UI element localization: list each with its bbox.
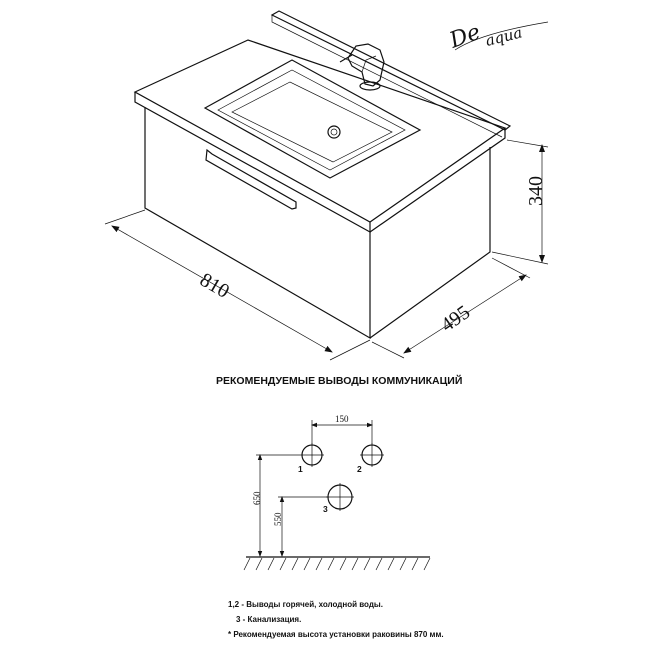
note-height: * Рекомендуемая высота установки раковины 870 мм. bbox=[228, 630, 444, 639]
dimension-height bbox=[492, 140, 548, 264]
notes bbox=[228, 600, 444, 639]
drawer-handle bbox=[206, 150, 296, 209]
dimension-width bbox=[105, 210, 370, 360]
outlet-spacing-label: 150 bbox=[335, 414, 349, 424]
drain-hole bbox=[328, 126, 340, 138]
drain-height-label: 550 bbox=[273, 512, 283, 526]
countertop-top bbox=[135, 40, 505, 222]
countertop-front-edge bbox=[135, 92, 370, 232]
floor-hatching bbox=[244, 558, 430, 570]
drawer-front bbox=[145, 107, 370, 338]
supply-height-label: 650 bbox=[252, 491, 262, 505]
vanity-cabinet bbox=[135, 11, 510, 338]
dimension-width-label: 810 bbox=[196, 268, 233, 303]
section-title: РЕКОМЕНДУЕМЫЕ ВЫВОДЫ КОММУНИКАЦИЙ bbox=[216, 375, 463, 387]
outlet-label-2: 2 bbox=[357, 464, 362, 474]
svg-text:De: De bbox=[446, 19, 484, 54]
outlets-diagram bbox=[244, 414, 430, 570]
outlet-label-3: 3 bbox=[323, 504, 328, 514]
svg-text:aqua: aqua bbox=[483, 23, 525, 50]
countertop-side-edge bbox=[370, 128, 505, 232]
outlet-label-1: 1 bbox=[298, 464, 303, 474]
brand-logo bbox=[446, 20, 548, 54]
note-drain: 3 - Канализация. bbox=[236, 615, 302, 624]
dimension-depth bbox=[372, 258, 530, 358]
note-water: 1,2 - Выводы горячей, холодной воды. bbox=[228, 600, 383, 609]
dimension-depth-label: 495 bbox=[436, 301, 475, 337]
dimension-height-label: 340 bbox=[525, 176, 547, 206]
